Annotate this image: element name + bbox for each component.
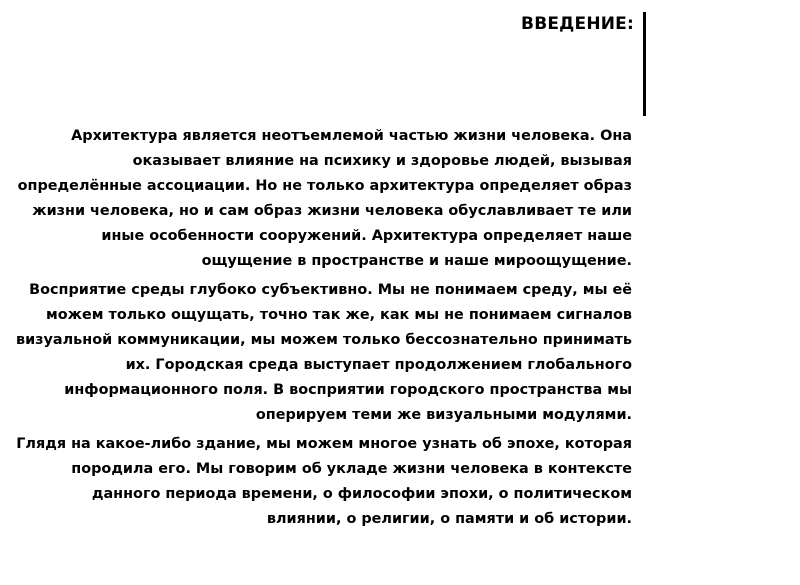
paragraph-1: Архитектура является неотъемлемой частью жизни человека. Она оказывает влияние на психику и здоровье людей, вызывая определённые ассоциации. Но не только архитектура определяет образ жизни человека, но и сам образ жизни человека обуславливает те или иные особенности сооружений. Архитектура определяет наше ощущение в пространстве и наше мироощущение. [17,128,632,269]
paragraph-3: Глядя на какое-либо здание, мы можем многое узнать об эпохе, которая породила его. Мы говорим об укладе жизни человека в контексте данного периода времени, о философии эпохи, о политическом влиянии, о религии, о памяти и об истории. [16,436,632,527]
paragraph-2: Восприятие среды глубоко субъективно. Мы не понимаем среду, мы её можем только ощущать, точно так же, как мы не понимаем сигналов визуальной коммуникации, мы можем только бессознательно принимать их. Городская среда выступает продолжением глобального информационного поля. В восприятии городского пространства мы оперируем теми же визуальными модулями. [15,282,632,423]
vertical-divider [643,12,646,116]
body-text [14,124,632,536]
page-title: ВВЕДЕНИЕ: [521,14,634,34]
